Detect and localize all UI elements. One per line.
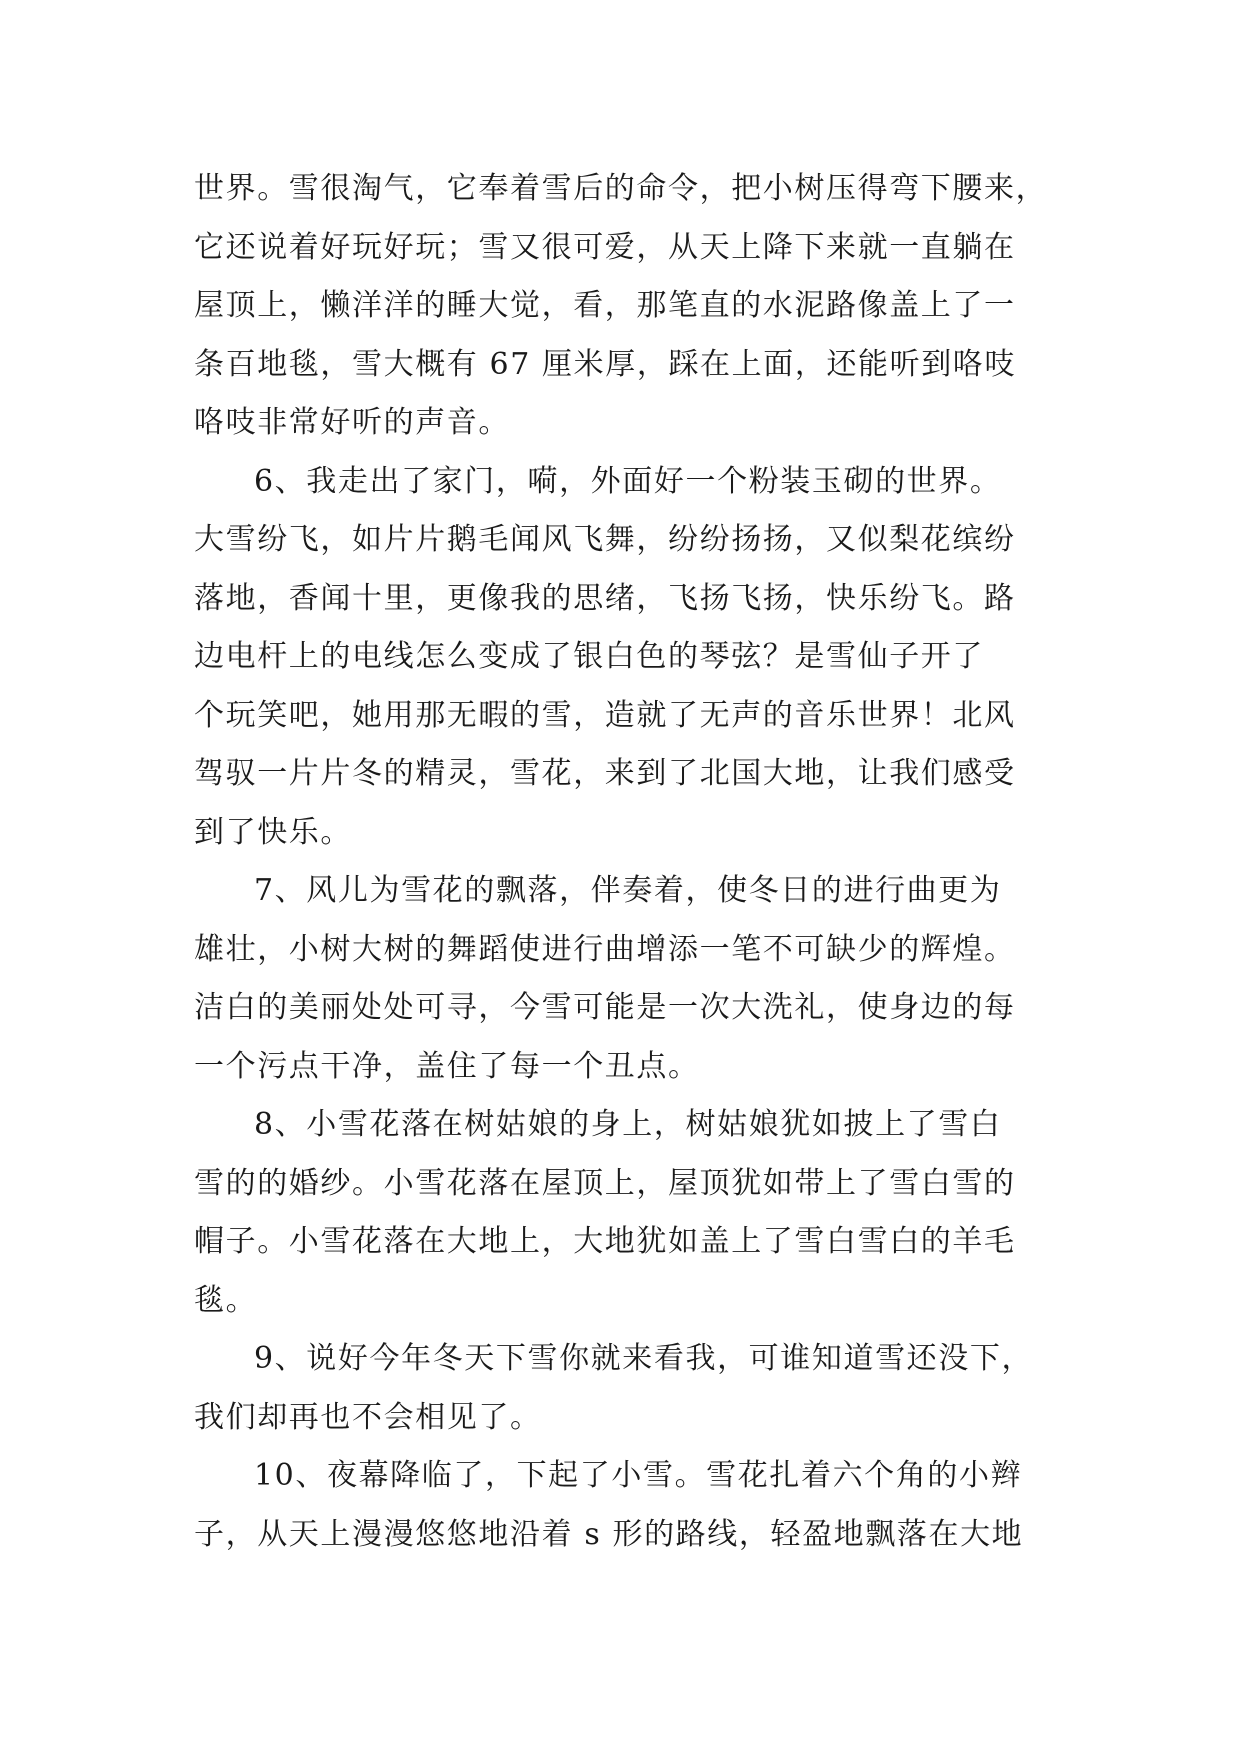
paragraph-start-line: 8、小雪花落在树姑娘的身上，树姑娘犹如披上了雪白 bbox=[254, 1107, 1002, 1142]
text-line: 驾驭一片片冬的精灵，雪花，来到了北国大地，让我们感受 bbox=[194, 756, 1016, 791]
text-line: 大雪纷飞，如片片鹅毛闻风飞舞，纷纷扬扬，又似梨花缤纷 bbox=[194, 522, 1016, 557]
text-line: 雄壮，小树大树的舞蹈使进行曲增添一笔不可缺少的辉煌。 bbox=[194, 931, 1016, 967]
text-line: 世界。雪很淘气，它奉着雪后的命令，把小树压得弯下腰来， bbox=[194, 171, 1048, 206]
text-line: 帽子。小雪花落在大地上，大地犹如盖上了雪白雪白的羊毛 bbox=[194, 1224, 1016, 1259]
text-line: 到了快乐。 bbox=[194, 814, 352, 850]
paragraph-start-line: 9、说好今年冬天下雪你就来看我，可谁知道雪还没下， bbox=[254, 1341, 1034, 1376]
document-body bbox=[194, 160, 1094, 1564]
text-line: 一个污点干净，盖住了每一个丑点。 bbox=[194, 1048, 700, 1084]
text-line: 条百地毯，雪大概有 67 厘米厚，踩在上面，还能听到咯吱 bbox=[194, 346, 1017, 382]
text-line: 洁白的美丽处处可寻，今雪可能是一次大洗礼，使身边的每 bbox=[194, 990, 1016, 1025]
paragraph-start-line: 6、我走出了家门，嗬，外面好一个粉装玉砌的世界。 bbox=[254, 463, 1002, 499]
text-line: 屋顶上，懒洋洋的睡大觉，看，那笔直的水泥路像盖上了一 bbox=[194, 288, 1016, 323]
paragraph-start-line: 7、风儿为雪花的飘落，伴奏着，使冬日的进行曲更为 bbox=[254, 873, 1002, 908]
text-line: 它还说着好玩好玩；雪又很可爱，从天上降下来就一直躺在 bbox=[194, 229, 1016, 265]
text-line: 咯吱非常好听的声音。 bbox=[194, 405, 510, 440]
text-line: 雪的的婚纱。小雪花落在屋顶上，屋顶犹如带上了雪白雪的 bbox=[194, 1165, 1016, 1201]
text-line: 子，从天上漫漫悠悠地沿着 s 形的路线，轻盈地飘落在大地 bbox=[194, 1516, 1024, 1552]
text-line: 个玩笑吧，她用那无暇的雪，造就了无声的音乐世界！北风 bbox=[194, 697, 1016, 733]
text-line: 毯。 bbox=[194, 1282, 258, 1318]
text-line: 边电杆上的电线怎么变成了银白色的琴弦？是雪仙子开了 bbox=[194, 639, 984, 674]
text-line: 落地，香闻十里，更像我的思绪，飞扬飞扬，快乐纷飞。路 bbox=[194, 580, 1016, 616]
text-line: 我们却再也不会相见了。 bbox=[194, 1399, 542, 1435]
paragraph-start-line: 10、夜幕降临了，下起了小雪。雪花扎着六个角的小辫 bbox=[254, 1458, 1023, 1493]
